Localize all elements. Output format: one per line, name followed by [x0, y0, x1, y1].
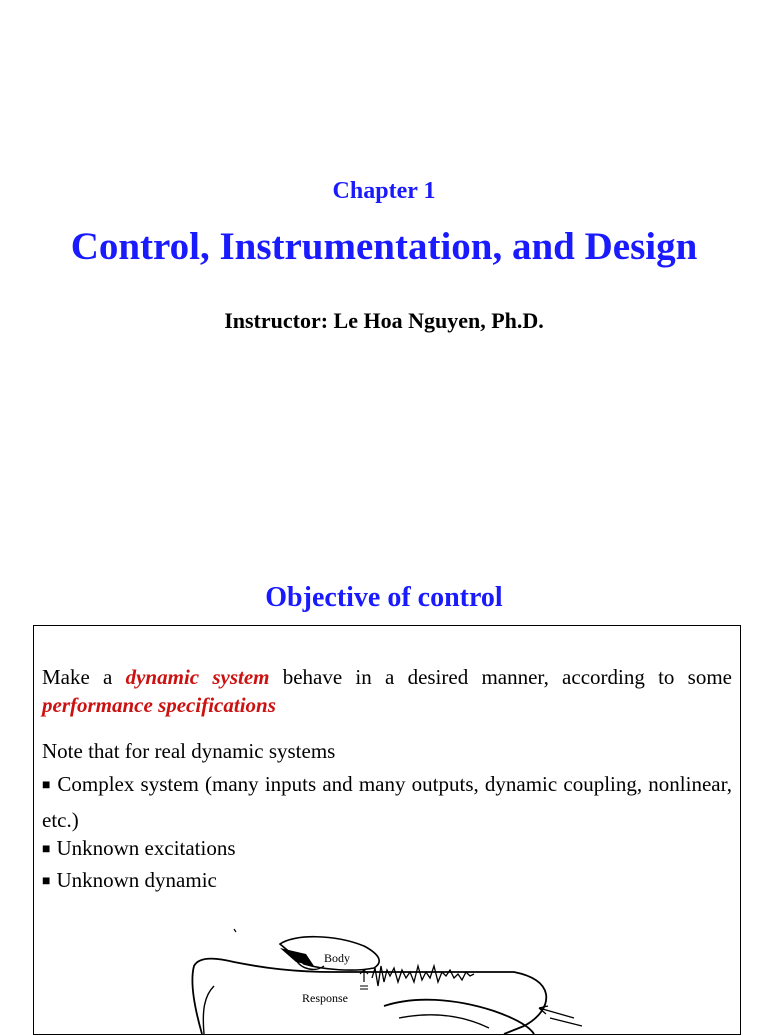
- emphasis-dynamic-system: dynamic system: [125, 665, 270, 689]
- square-bullet-icon: ■: [42, 842, 51, 857]
- arrow-line: [550, 1018, 582, 1026]
- square-bullet-icon: ■: [42, 874, 51, 889]
- tail-line: [203, 986, 214, 1034]
- figure-label-response: Response: [302, 991, 348, 1005]
- emphasis-performance-specifications: performance specifications: [42, 693, 276, 717]
- dark-wing-strip: [280, 948, 314, 966]
- ground-mark: [360, 986, 368, 989]
- fuselage-outline: [192, 959, 546, 1034]
- bullet-text: Unknown dynamic: [56, 868, 217, 892]
- airplane-figure: [34, 626, 740, 1034]
- bullet-text: Complex system (many inputs and many outputs, dynamic coupling, nonlinear, etc.): [42, 772, 732, 832]
- instructor-line: Instructor: Le Hoa Nguyen, Ph.D.: [224, 308, 544, 333]
- note-line: Note that for real dynamic systems: [42, 739, 336, 763]
- vibration-signal: [372, 966, 474, 986]
- intro-text-1: Make a: [42, 665, 126, 689]
- square-bullet-icon: ■: [42, 778, 52, 793]
- bullet-text: Unknown excitations: [56, 836, 236, 860]
- chapter-label: Chapter 1: [332, 178, 436, 204]
- intro-text-2: behave in a desired manner, according to some: [269, 665, 732, 689]
- section-title: Objective of control: [265, 582, 503, 613]
- wing-inner-line: [399, 1015, 489, 1028]
- figure-label-body: Body: [324, 951, 351, 965]
- page-title: Control, Instrumentation, and Design: [70, 225, 698, 268]
- content-box: [33, 625, 741, 1035]
- tick-mark: [234, 929, 236, 932]
